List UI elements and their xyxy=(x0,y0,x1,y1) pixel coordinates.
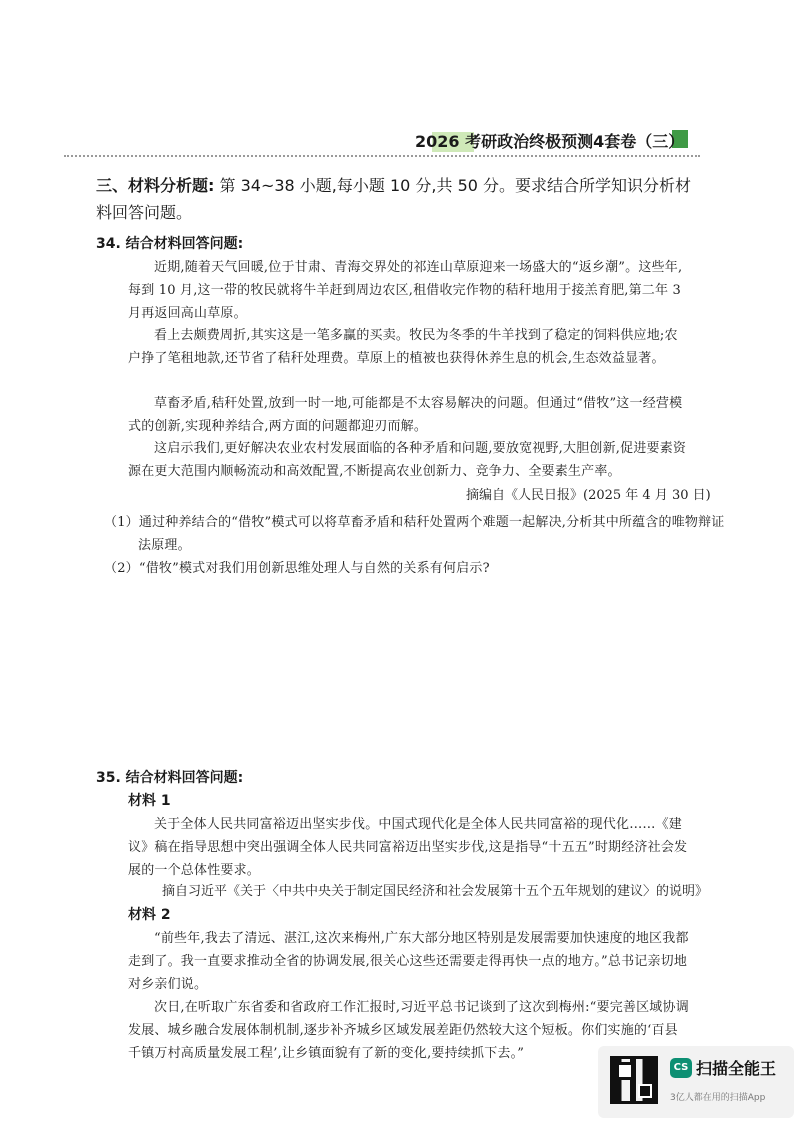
q35-material-2-paragraph-2: 次日,在听取广东省委和省政府工作汇报时,习近平总书记谈到了这次到梅州:“要完善区域协调发展、城乡融合发展体制机制,逐步补齐城乡区域发展差距仍然较大这个短板。你们实施的‘百县千镇万村高质量发展工程’,让乡镇面貌有了新的变化,要持续抓下去。” xyxy=(128,1000,689,1061)
header-book-title: 考研政治终极预测4套卷（三） xyxy=(459,132,685,151)
qr-code-icon xyxy=(610,1056,658,1104)
q35-material-2-paragraph-1: “前些年,我去了清远、湛江,这次来梅州,广东大部分地区特别是发展需要加快速度的地区我都走到了。我一直要求推动全省的协调发展,很关心这些还需要走得再快一点的地方。”总书记亲切地对乡亲们说。 xyxy=(128,931,689,992)
scanner-watermark xyxy=(598,1046,794,1118)
q35-material-1-text: 关于全体人民共同富裕迈出坚实步伐。中国式现代化是全体人民共同富裕的现代化……《建议》稿在指导思想中突出强调全体人民共同富裕迈出坚实步伐,这是指导“十五五”时期经济社会发展的一个总体性要求。 xyxy=(128,817,688,878)
q34-paragraph-4: 这启示我们,更好解决农业农村发展面临的各种矛盾和问题,要放宽视野,大胆创新,促进要素资源在更大范围内顺畅流动和高效配置,不断提高农业创新力、竞争力、全要素生产率。 xyxy=(128,441,687,479)
question-35-heading: 35. 结合材料回答问题: xyxy=(96,770,244,786)
page-header xyxy=(0,124,800,160)
q34-subquestion-1: （1）通过种养结合的“借牧”模式可以将草畜矛盾和秸秆处置两个难题一起解决,分析其中所蕴含的唯物辩证法原理。 xyxy=(104,515,725,553)
section-heading xyxy=(96,172,706,226)
section-instruction: 第 34~38 小题,每小题 10 分,共 50 分。要求结合所学知识分析材料回答问题。 xyxy=(96,176,692,222)
q35-material-2-label: 材料 2 xyxy=(128,907,171,923)
header-title xyxy=(415,129,684,152)
camscanner-logo-icon: CS xyxy=(670,1058,692,1078)
q34-subquestion-2: （2）“借牧”模式对我们用创新思维处理人与自然的关系有何启示? xyxy=(104,561,490,576)
header-year: 2026 xyxy=(415,132,460,151)
q34-paragraph-2: 看上去颇费周折,其实这是一笔多赢的买卖。牧民为冬季的牛羊找到了稳定的饲料供应地;农户挣了笔租地款,还节省了秸秆处理费。草原上的植被也获得休养生息的机会,生态效益显著。 xyxy=(128,328,678,366)
q35-material-1-source: 摘自习近平《关于〈中共中央关于制定国民经济和社会发展第十五个五年规划的建议〉的说明》 xyxy=(162,884,709,899)
q34-paragraph-1: 近期,随着天气回暖,位于甘肃、青海交界处的祁连山草原迎来一场盛大的“返乡潮”。这些年,每到 10 月,这一带的牧民就将牛羊赶到周边农区,租借收完作物的秸秆地用于接羔育肥,第二年 3 月再返回高山草原。 xyxy=(128,260,683,321)
q35-material-1-label: 材料 1 xyxy=(128,793,171,809)
watermark-subtitle: 3亿人都在用的扫描App xyxy=(670,1093,766,1103)
watermark-title: 扫描全能王 xyxy=(696,1059,777,1078)
section-title: 三、材料分析题: xyxy=(96,176,215,195)
question-34-heading: 34. 结合材料回答问题: xyxy=(96,236,244,252)
q34-source: 摘编自《人民日报》(2025 年 4 月 30 日) xyxy=(466,488,711,503)
header-divider xyxy=(64,155,700,157)
q34-paragraph-3: 草畜矛盾,秸秆处置,放到一时一地,可能都是不太容易解决的问题。但通过“借牧”这一经营模式的创新,实现种养结合,两方面的问题都迎刃而解。 xyxy=(128,396,683,434)
